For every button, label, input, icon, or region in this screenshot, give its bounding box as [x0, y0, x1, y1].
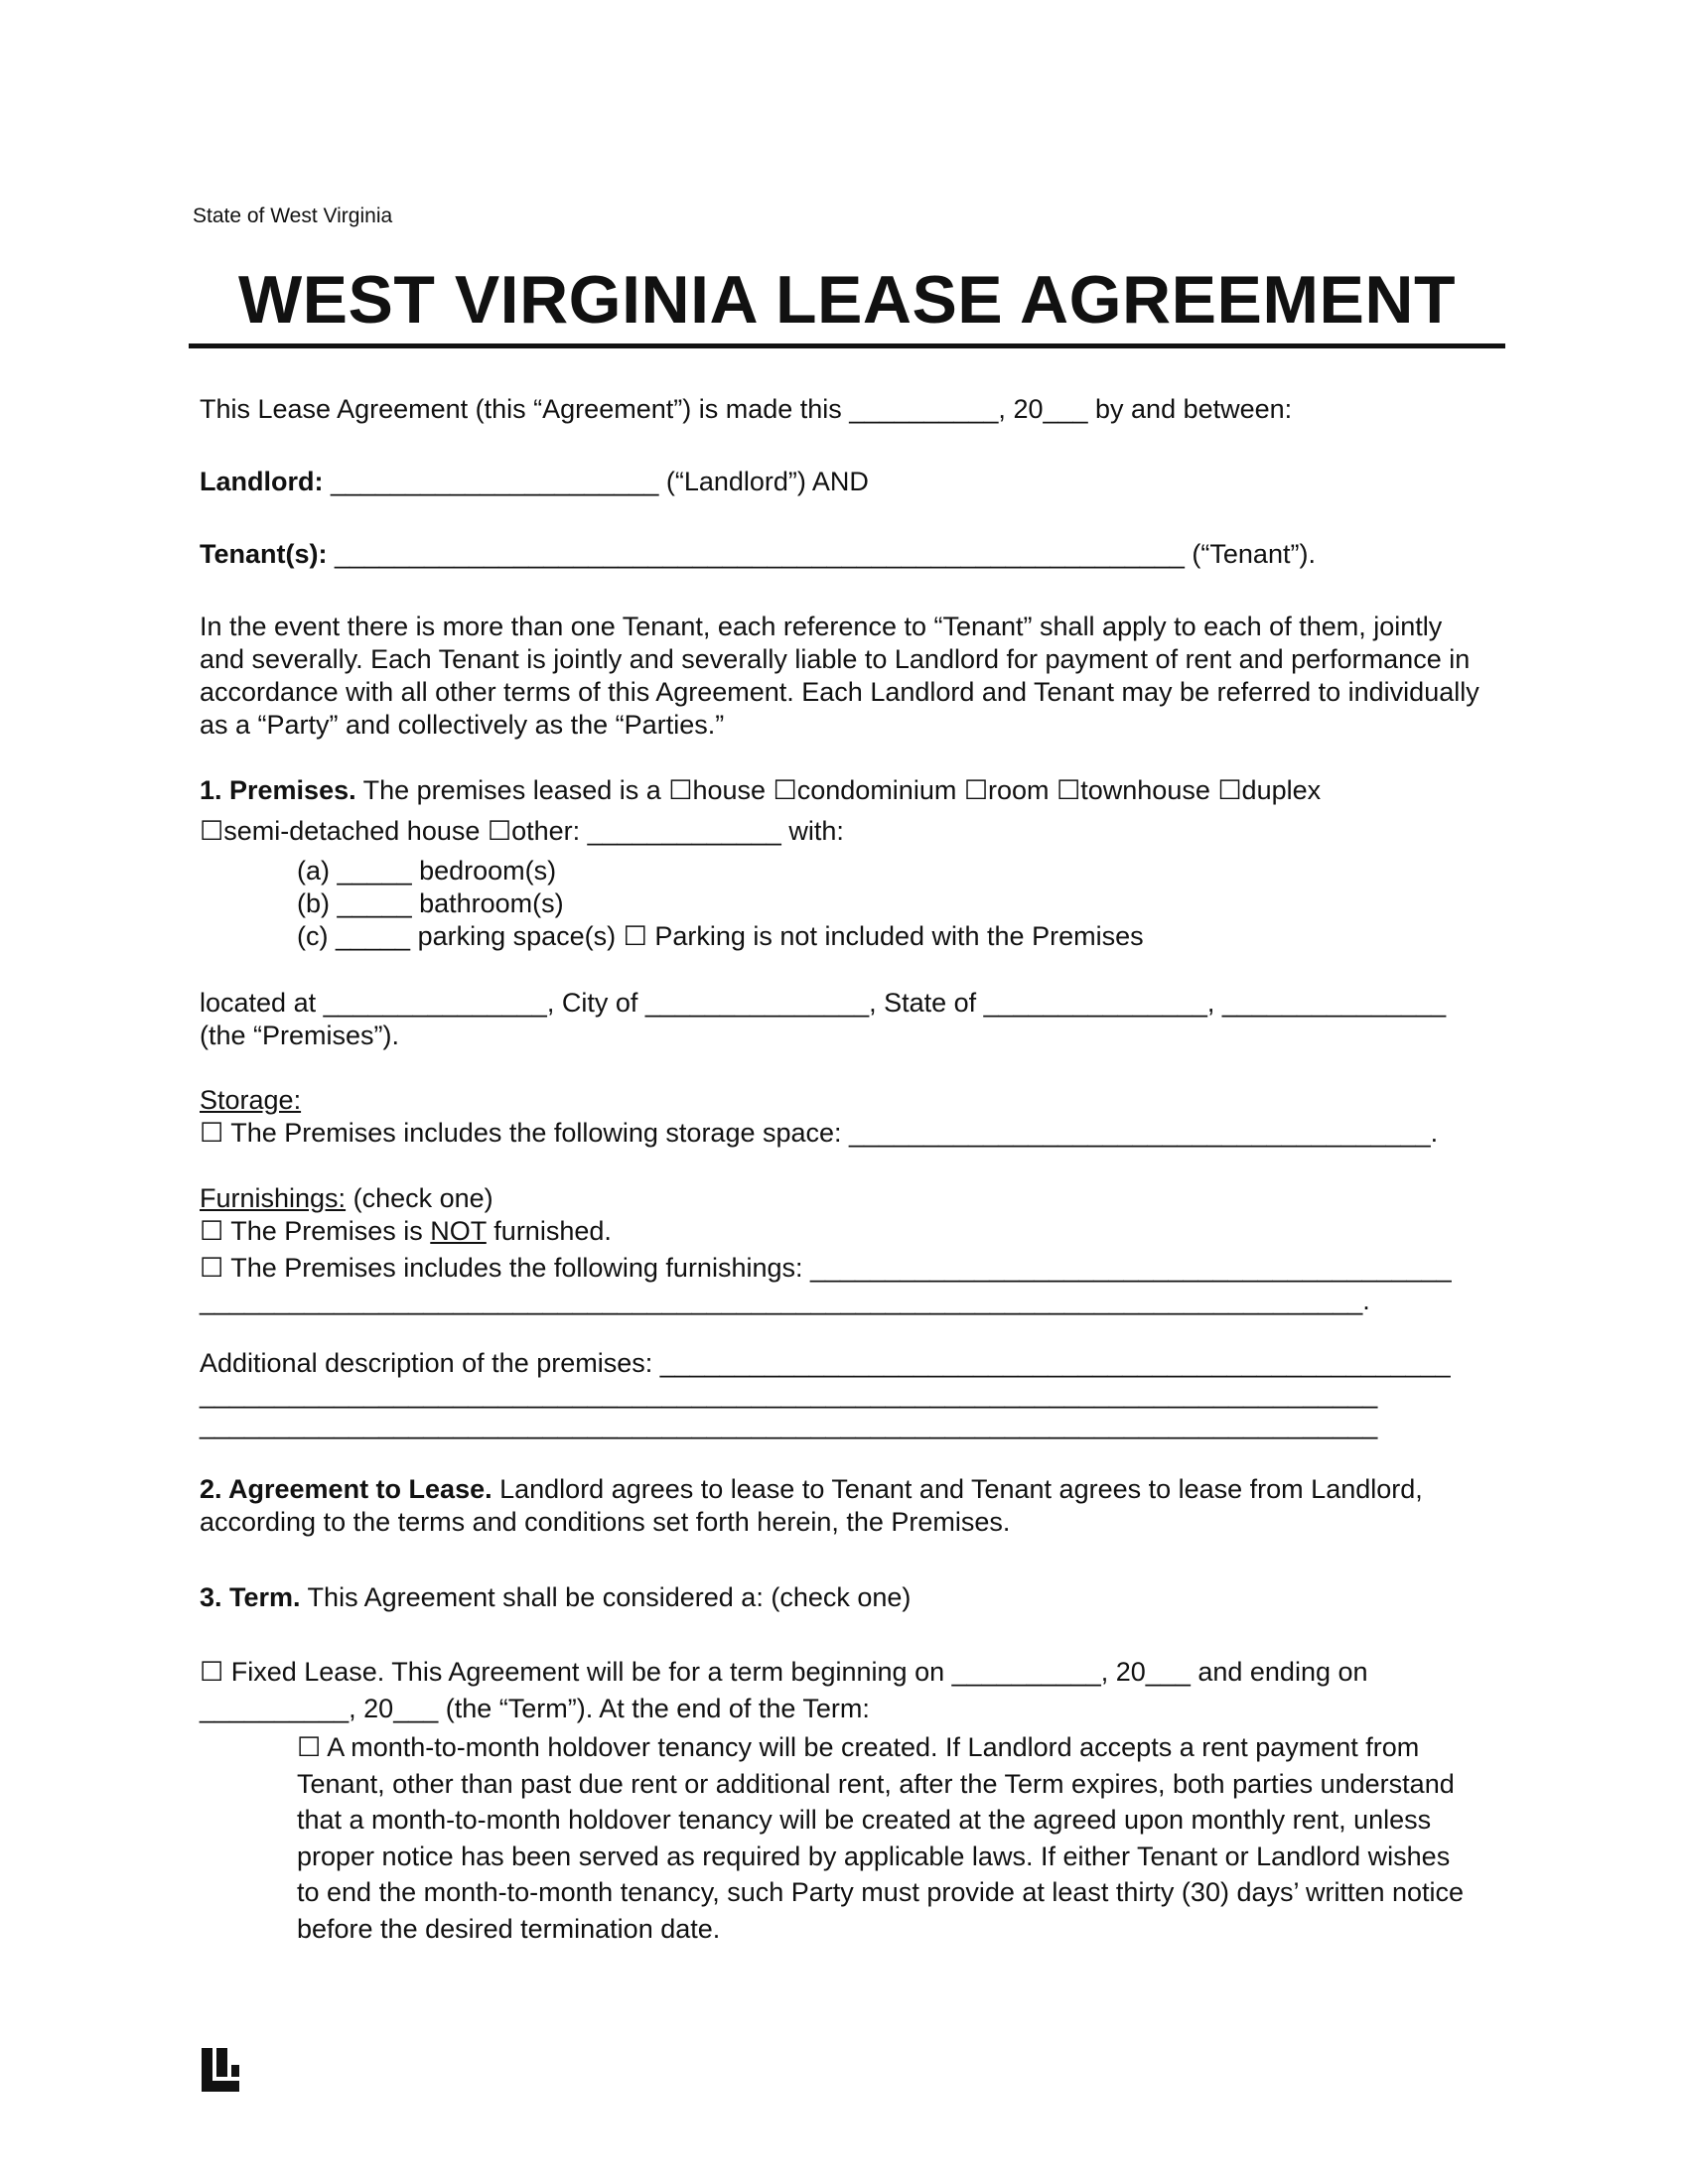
- storage-line: ☐ The Premises includes the following storage space: _______________________________________.: [200, 1118, 1439, 1148]
- furnishings-blank-line: ______________________________________________________________________________.: [200, 1286, 1370, 1315]
- landlord-label: Landlord:: [200, 467, 324, 496]
- landlord-blank: ______________________ (“Landlord”) AND: [323, 467, 869, 496]
- parking-item: (c) _____ parking space(s) ☐ Parking is not included with the Premises: [297, 921, 1144, 951]
- title-underline: [189, 343, 1505, 348]
- location-line: located at _______________, City of _______________, State of _______________, _______________: [200, 988, 1447, 1018]
- tenant-line: [200, 538, 1490, 571]
- premises-heading: 1. Premises.: [200, 775, 356, 805]
- agreement-heading: 2. Agreement to Lease.: [200, 1474, 492, 1504]
- not-emphasis: NOT: [430, 1216, 487, 1246]
- state-label: State of West Virginia: [193, 205, 393, 227]
- tenant-blank: _________________________________________________________ (“Tenant”).: [327, 539, 1316, 569]
- fixed-lease-line-1: ☐ Fixed Lease. This Agreement will be for a term beginning on __________, 20___ and ending on: [200, 1657, 1368, 1687]
- additional-blank-line-2: _______________________________________________________________________________: [200, 1410, 1378, 1439]
- furnishings-heading-line: [200, 1182, 1490, 1215]
- not-furnished-text: ☐ The Premises is: [200, 1216, 431, 1246]
- furnishings-line: ☐ The Premises includes the following furnishings: ___________________________________________: [200, 1253, 1452, 1283]
- term-line: [200, 1581, 1490, 1614]
- term-heading: 3. Term.: [200, 1582, 301, 1612]
- legal-templates-logo-icon: [202, 2048, 239, 2092]
- bedrooms-item: (a) _____ bedroom(s): [297, 856, 557, 886]
- additional-description-line: Additional description of the premises: _____________________________________________________: [200, 1348, 1451, 1378]
- landlord-line: [200, 466, 1490, 498]
- premises-definition: (the “Premises”).: [200, 1021, 400, 1050]
- tenant-paragraph: In the event there is more than one Tenant, each reference to “Tenant” shall apply to each of them, jointly and severally. Each Tenant is jointly and severally liable to Landlord for payment of rent and performance in accordance with all other terms of this Agreement. Each Landlord and Tenant may be referred to individually as a “Party” and collectively as the “Parties.”: [200, 612, 1479, 740]
- premises-types: The premises leased is a ☐house ☐condominium ☐room ☐townhouse ☐duplex: [355, 775, 1322, 805]
- agreement-paragraph: [200, 1473, 1480, 1539]
- furnishings-heading: Furnishings:: [200, 1183, 347, 1213]
- fixed-lease-line-2: __________, 20___ (the “Term”). At the end of the Term:: [200, 1694, 870, 1723]
- not-furnished-end: furnished.: [486, 1216, 612, 1246]
- agreement-text: Landlord agrees to lease to Tenant and Tenant agrees to lease from Landlord, according to the terms and conditions set forth herein, the Premises.: [200, 1474, 1423, 1537]
- intro-line: This Lease Agreement (this “Agreement”) is made this __________, 20___ by and between:: [200, 394, 1293, 424]
- storage-heading: Storage:: [200, 1085, 302, 1115]
- furnishings-instruction: (check one): [346, 1183, 493, 1213]
- term-text: This Agreement shall be considered a: (check one): [300, 1582, 912, 1612]
- tenant-label: Tenant(s):: [200, 539, 328, 569]
- premises-line-2: ☐semi-detached house ☐other: _____________ with:: [200, 816, 844, 846]
- bathrooms-item: (b) _____ bathroom(s): [297, 888, 564, 918]
- premises-line-1: [200, 774, 1490, 807]
- additional-blank-line-1: _______________________________________________________________________________: [200, 1379, 1378, 1409]
- holdover-paragraph: ☐ A month-to-month holdover tenancy will be created. If Landlord accepts a rent payment from Tenant, other than past due rent or additional rent, after the Term expires, both parties understand that a month-to-month holdover tenancy will be created at the agreed upon monthly rent, unless proper notice has been served as required by applicable laws. If either Tenant or Landlord wishes to end the month-to-month tenancy, such Party must provide at least thirty (30) days’ written notice before the desired termination date.: [297, 1732, 1465, 1944]
- not-furnished-line: [200, 1215, 1490, 1248]
- page-title: WEST VIRGINIA LEASE AGREEMENT: [238, 262, 1456, 338]
